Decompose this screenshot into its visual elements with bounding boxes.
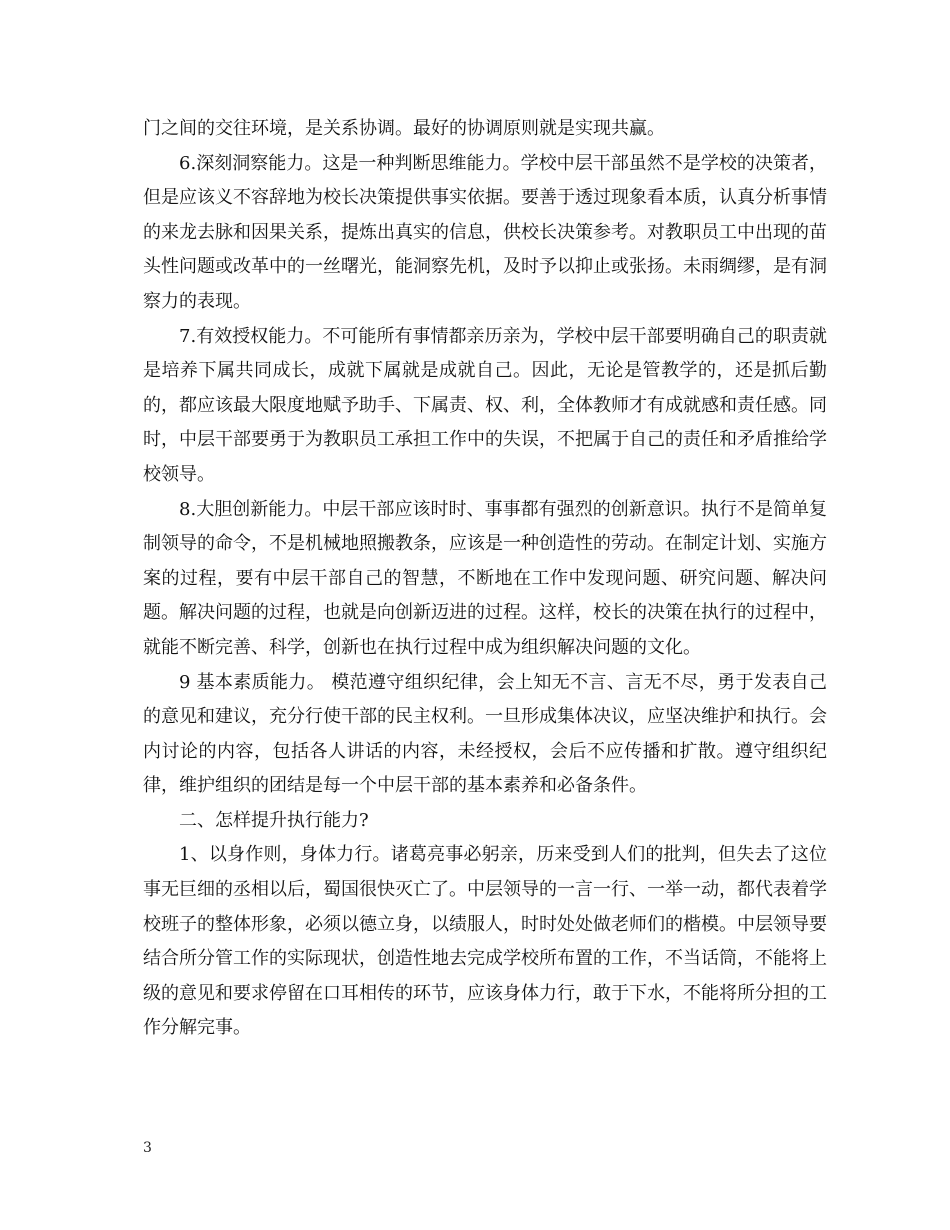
paragraph-3: 7.有效授权能力。不可能所有事情都亲历亲为，学校中层干部要明确自己的职责就是培养下属共同成长，成就下属就是成就自己。因此，无论是管教学的，还是抓后勤的，都应该最大限度地赋予助手、下属责、权、利，全体教师才有成就感和责任感。同时，中层干部要勇于为教职员工承担工作中的失误，不把属于自己的责任和矛盾推给学校领导。 [143,325,827,485]
document-body [143,112,827,1046]
paragraph-4: 8.大胆创新能力。中层干部应该时时、事事都有强烈的创新意识。执行不是简单复制领导的命令，不是机械地照搬教条，应该是一种创造性的劳动。在制定计划、实施方案的过程，要有中层干部自己的智慧，不断地在工作中发现问题、研究问题、解决问题。解决问题的过程，也就是向创新迈进的过程。这样，校长的决策在执行的过程中，就能不断完善、科学，创新也在执行过程中成为组织解决问题的文化。 [143,498,827,658]
paragraph-1: 门之间的交往环境，是关系协调。最好的协调原则就是实现共赢。 [143,118,665,139]
paragraph-2: 6.深刻洞察能力。这是一种判断思维能力。学校中层干部虽然不是学校的决策者，但是应该义不容辞地为校长决策提供事实依据。要善于透过现象看本质，认真分析事情的来龙去脉和因果关系，提炼出真实的信息，供校长决策参考。对教职员工中出现的苗头性问题或改革中的一丝曙光，能洞察先机，及时予以抑止或张扬。未雨绸缪，是有洞察力的表现。 [143,152,827,312]
page-number: 3 [143,1140,152,1156]
paragraph-7: 1、以身作则，身体力行。诸葛亮事必躬亲，历来受到人们的批判，但失去了这位事无巨细的丞相以后，蜀国很快灭亡了。中层领导的一言一行、一举一动，都代表着学校班子的整体形象，必须以德立身，以绩服人，时时处处做老师们的楷模。中层领导要结合所分管工作的实际现状，创造性地去完成学校所布置的工作，不当话筒，不能将上级的意见和要求停留在口耳相传的环节，应该身体力行，敢于下水，不能将所分担的工作分解完事。 [143,844,827,1039]
section-heading: 二、怎样提升执行能力? [179,809,369,831]
paragraph-5: 9 基本素质能力。 模范遵守组织纪律，会上知无不言、言无不尽，勇于发表自己的意见和建议，充分行使干部的民主权利。一旦形成集体决议，应坚决维护和执行。会内讨论的内容，包括各人讲话的内容，未经授权，会后不应传播和扩散。遵守组织纪律，维护组织的团结是每一个中层干部的基本素养和必备条件。 [143,671,827,797]
